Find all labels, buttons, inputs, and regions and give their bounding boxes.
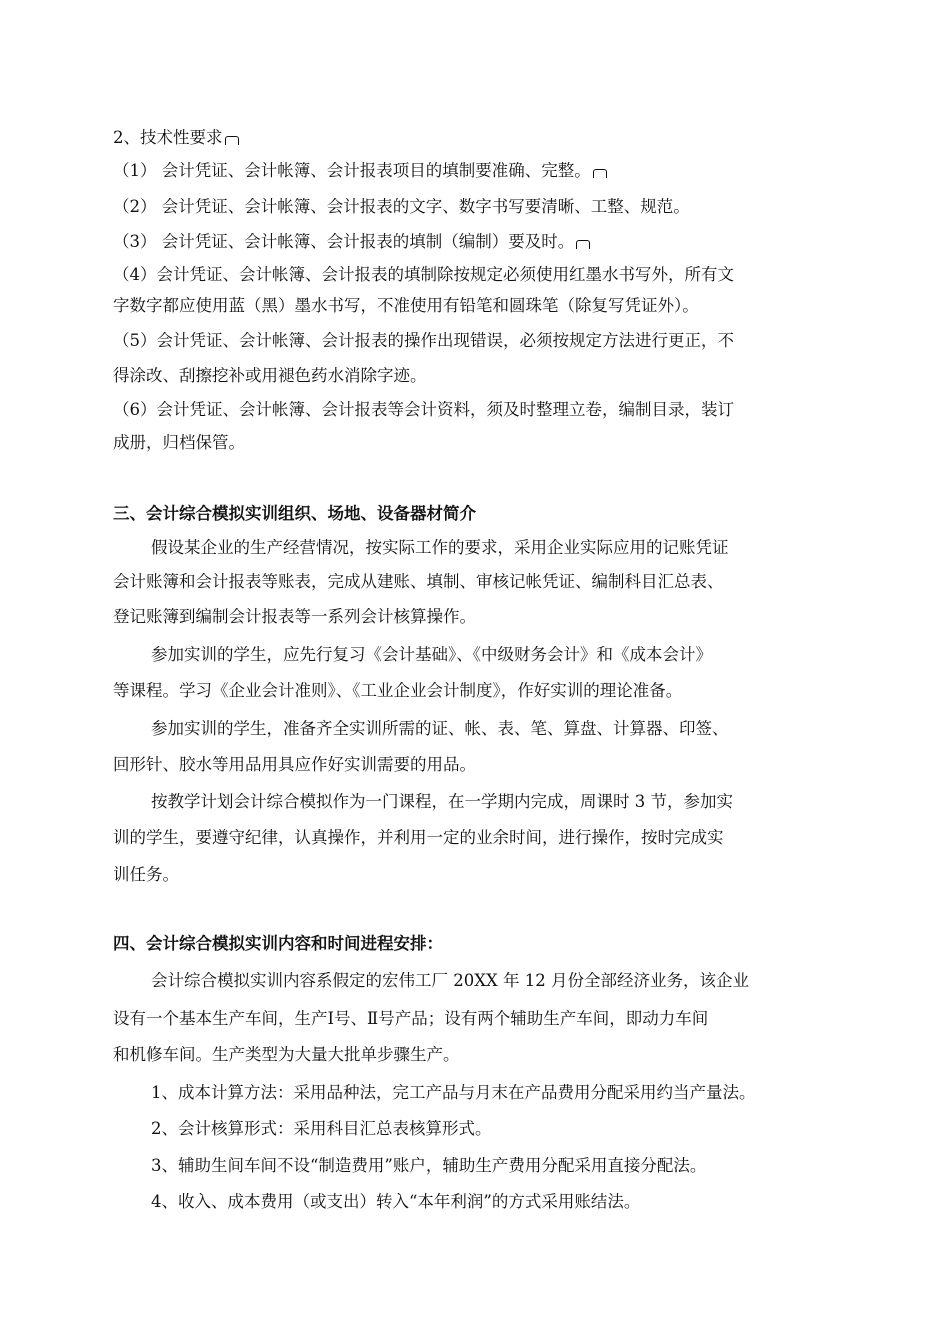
section2-item: （4）会计凭证、会计帐簿、会计报表的填制除按规定必须使用红墨水书写外，所有文	[113, 265, 734, 284]
section4-line: 设有一个基本生产车间，生产Ⅰ号、Ⅱ号产品；设有两个辅助生产车间，即动力车间	[113, 1009, 709, 1028]
section3-line: 按教学计划会计综合模拟作为一门课程，在一学期内完成，周课时 3 节，参加实	[151, 792, 733, 811]
section2-heading: 2、技术性要求	[113, 127, 239, 149]
section2-item: （2） 会计凭证、会计帐簿、会计报表的文字、数字书写要清晰、工整、规范。	[113, 197, 690, 216]
paragraph-mark-icon	[593, 169, 607, 178]
section2-item: 得涂改、刮擦挖补或用褪色药水消除字迹。	[113, 366, 427, 385]
paragraph-mark-icon	[576, 240, 590, 249]
section3-line: 回形针、胶水等用品用具应作好实训需要的用品。	[113, 755, 476, 774]
section3-line: 训的学生，要遵守纪律，认真操作，并利用一定的业余时间，进行操作，按时完成实	[113, 828, 724, 847]
section2-item: （3） 会计凭证、会计帐簿、会计报表的填制（编制）要及时。	[113, 231, 590, 253]
section3-line: 参加实训的学生，应先行复习《会计基础》、《中级财务会计》和《成本会计》	[151, 645, 712, 664]
section2-item: （1） 会计凭证、会计帐簿、会计报表项目的填制要准确、完整。	[113, 160, 607, 182]
section4-heading: 四、会计综合模拟实训内容和时间进程安排：	[113, 934, 443, 953]
section3-line: 参加实训的学生，准备齐全实训所需的证、帐、表、笔、算盘、计算器、印签、	[151, 719, 729, 738]
section2-item: （6）会计凭证、会计帐簿、会计报表等会计资料，须及时整理立卷，编制目录，装订	[113, 400, 734, 419]
section3-heading: 三、会计综合模拟实训组织、场地、设备器材简介	[113, 504, 476, 523]
section4-line: 3、辅助生间车间不设“制造费用”账户，辅助生产费用分配采用直接分配法。	[151, 1156, 707, 1175]
section4-line: 1、成本计算方法：采用品种法，完工产品与月末在产品费用分配采用约当产量法。	[151, 1083, 756, 1102]
section3-line: 假设某企业的生产经营情况，按实际工作的要求，采用企业实际应用的记账凭证	[151, 538, 729, 557]
section2-item: （5）会计凭证、会计帐簿、会计报表的操作出现错误，必须按规定方法进行更正，不	[113, 331, 734, 350]
section2-item: 字数字都应使用蓝（黑）墨水书写，不准使用有铅笔和圆珠笔（除复写凭证外）。	[113, 296, 699, 315]
section4-line: 4、收入、成本费用（或支出）转入“本年利润”的方式采用账结法。	[151, 1192, 641, 1211]
paragraph-mark-icon	[225, 136, 239, 145]
section4-line: 2、会计核算形式：采用科目汇总表核算形式。	[151, 1119, 492, 1138]
section3-line: 训任务。	[113, 865, 179, 884]
section2-item: 成册，归档保管。	[113, 433, 245, 452]
section3-line: 会计账簿和会计报表等账表，完成从建账、填制、审核记帐凭证、编制科目汇总表、	[113, 572, 724, 591]
section3-line: 登记账簿到编制会计报表等一系列会计核算操作。	[113, 607, 476, 626]
section4-line: 和机修车间。生产类型为大量大批单步骤生产。	[113, 1045, 460, 1064]
section3-line: 等课程。学习《企业会计准则》、《工业企业会计制度》，作好实训的理论准备。	[113, 681, 683, 700]
section4-line: 会计综合模拟实训内容系假定的宏伟工厂 20XX 年 12 月份全部经济业务，该企业	[151, 971, 749, 990]
